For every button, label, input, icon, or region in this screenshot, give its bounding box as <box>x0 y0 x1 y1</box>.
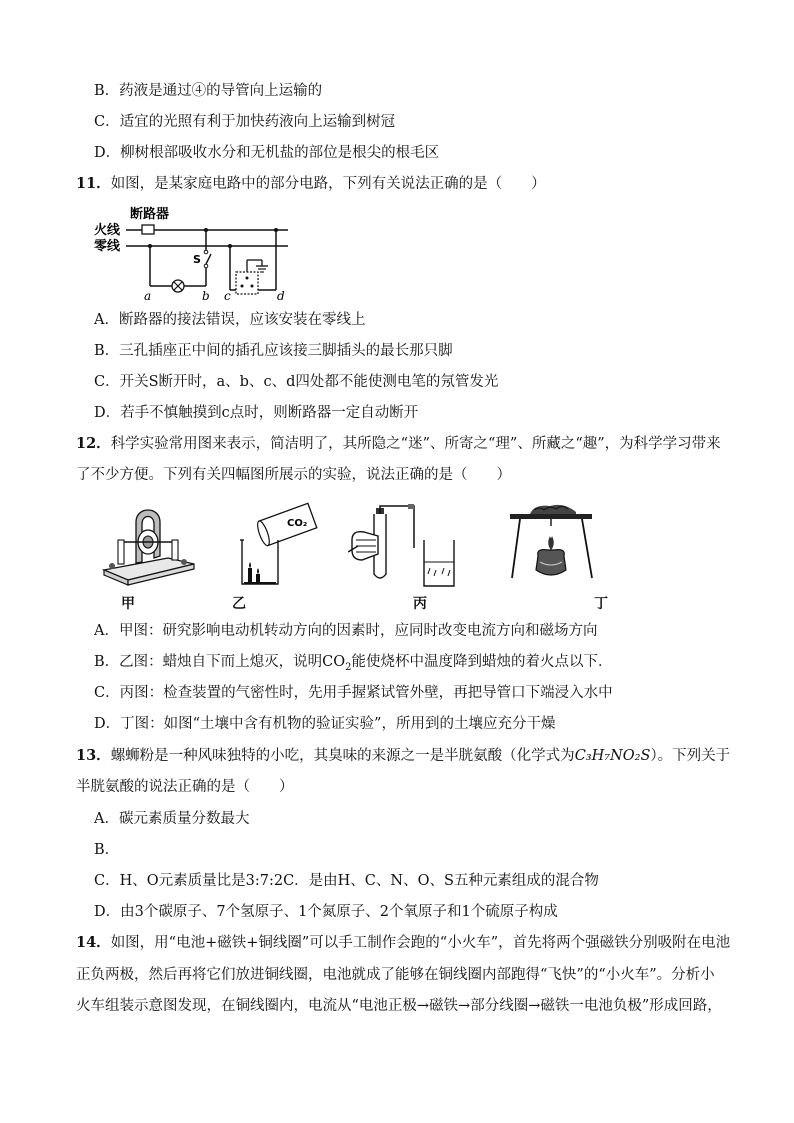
q12-option-b-post: 能使烧杯中温度降到蜡烛的着火点以下． <box>351 654 613 670</box>
q13-stem-post: ）。下列关于 <box>650 748 731 764</box>
q11-option-d: D．若手不慎触摸到c点时，则断路器一定自动断开 <box>94 405 419 421</box>
airtightness-test-figure <box>348 500 468 590</box>
q13-option-d: D．由3个碳原子、7个氢原子、1个氮原子、2个氧原子和1个硫原子构成 <box>94 904 558 920</box>
q13-option-b: B． <box>94 842 120 858</box>
q14-number: 14． <box>76 934 111 951</box>
q12-option-c: C．丙图：检查装置的气密性时，先用手握紧试管外壁，再把导管口下端浸入水中 <box>94 685 613 701</box>
q12-option-a: A．甲图：研究影响电动机转动方向的因素时，应同时改变电流方向和磁场方向 <box>94 623 598 639</box>
q11-option-a: A．断路器的接法错误，应该安装在零线上 <box>94 312 366 328</box>
co2-label: CO₂ <box>287 518 308 529</box>
q13-option-c: C．H、O元素质量比是3:7:2C．是由H、C、N、O、S五种元素组成的混合物 <box>94 873 599 889</box>
breaker-label: 断路器 <box>130 207 170 222</box>
q12-option-d: D．丁图：如图“土壤中含有机物的验证实验”，所用到的土壤应充分干燥 <box>94 716 556 732</box>
q10-option-c: C．适宜的光照有利于加快药液向上运输到树冠 <box>94 114 396 130</box>
fig-bing-label: 丙 <box>413 596 427 612</box>
q13-option-a: A．碳元素质量分数最大 <box>94 811 250 827</box>
q11-stem-text: 如图，是某家庭电路中的部分电路，下列有关说法正确的是（ ） <box>110 176 546 192</box>
fig-jia-label: 甲 <box>121 596 135 612</box>
switch-icon <box>204 250 211 268</box>
lamp-icon <box>172 280 184 292</box>
q12-stem-text: 科学实验常用图来表示，简洁明了，其所隐之“迷”、所寄之“理”、所藏之“趣”，为科学学习带来 <box>110 436 721 452</box>
fig-ding-label: 丁 <box>594 596 608 612</box>
q14-line3: 火车组装示意图发现，在铜线圈内，电流从“电池正极→磁铁→部分线圈→磁铁一电池负极”形成回路， <box>76 998 722 1014</box>
soil-heating-figure <box>504 500 604 586</box>
motor-apparatus-figure <box>98 500 198 590</box>
q13-stem-line2: 半胱氨酸的说法正确的是（ ） <box>76 779 294 795</box>
q13-number: 13． <box>76 747 111 764</box>
point-d-label: d <box>277 289 285 302</box>
point-a-label: a <box>144 289 152 302</box>
q12-stem-line1 <box>76 434 721 454</box>
q12-option-b-pre: B．乙图：蜡烛自下而上熄灭，说明CO <box>94 654 346 670</box>
ground-icon <box>256 260 268 272</box>
q11-option-b: B．三孔插座正中间的插孔应该接三脚插头的最长那只脚 <box>94 343 453 359</box>
fig-yi-label: 乙 <box>232 596 246 612</box>
three-hole-socket-icon <box>236 272 258 294</box>
q13-stem-line1 <box>76 746 730 766</box>
q14-line2: 正负两极，然后再将它们放进铜线圈，电池就成了能够在铜线圈内部跑得“飞快”的“小火车”。分析小 <box>76 967 715 983</box>
q14-line1-text: 如图，用“电池+磁铁+铜线圈”可以手工制作会跑的“小火车”，首先将两个强磁铁分别吸附在电池 <box>110 935 731 951</box>
q14-line1 <box>76 933 730 953</box>
co2-candle-figure <box>232 500 332 590</box>
q13-stem-pre: 螺蛳粉是一种风味独特的小吃，其臭味的来源之一是半胱氨酸（化学式为 <box>110 748 575 764</box>
household-circuit-diagram <box>90 202 300 302</box>
q12-option-b-subscript: 2 <box>345 661 352 673</box>
q10-option-d: D．柳树根部吸收水分和无机盐的部位是根尖的根毛区 <box>94 145 440 161</box>
q11-option-c: C．开关S断开时，a、b、c、d四处都不能使测电笔的氖管发光 <box>94 374 499 390</box>
q11-number: 11． <box>76 175 111 192</box>
q12-stem-line2: 了不少方便。下列有关四幅图所展示的实验，说法正确的是（ ） <box>76 467 511 483</box>
q11-stem <box>76 174 546 194</box>
q13-formula: C₃H₇NO₂S <box>574 748 651 764</box>
breaker-symbol <box>142 225 154 234</box>
point-b-label: b <box>202 289 210 302</box>
switch-s-label: S <box>193 253 201 266</box>
neutral-wire-label: 零线 <box>94 239 121 254</box>
q12-number: 12． <box>76 435 111 452</box>
q12-option-b <box>94 652 613 678</box>
q10-option-b: B．药液是通过④的导管向上运输的 <box>94 83 323 99</box>
live-wire-label: 火线 <box>94 223 121 238</box>
point-c-label: c <box>224 289 231 302</box>
